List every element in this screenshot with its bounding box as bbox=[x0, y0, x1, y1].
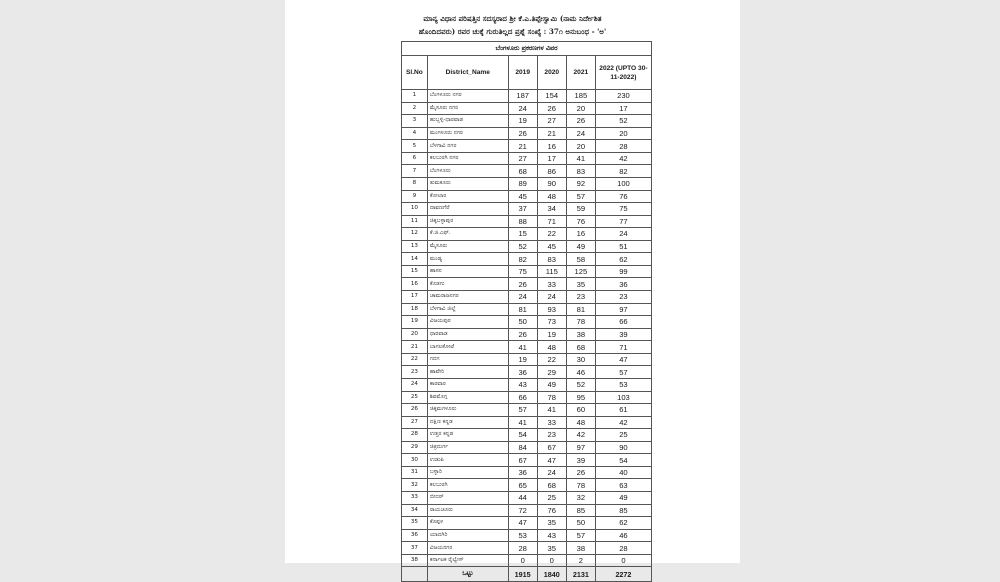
row-2019-value: 75 bbox=[508, 265, 537, 278]
row-2022-value: 24 bbox=[595, 228, 651, 241]
row-slno: 3 bbox=[402, 115, 428, 128]
table-row bbox=[402, 140, 652, 153]
row-district-name: ಕೊಪ್ಪಳ bbox=[427, 517, 508, 530]
row-2020-value: 93 bbox=[537, 303, 566, 316]
row-district-name: ಕಲಬುರಗಿ ನಗರ bbox=[427, 152, 508, 165]
row-slno: 18 bbox=[402, 303, 428, 316]
table-row bbox=[402, 353, 652, 366]
row-2019-value: 68 bbox=[508, 165, 537, 178]
row-2020-value: 49 bbox=[537, 378, 566, 391]
row-2022-value: 40 bbox=[595, 466, 651, 479]
table-row bbox=[402, 316, 652, 329]
row-2020-value: 33 bbox=[537, 278, 566, 291]
row-2019-value: 41 bbox=[508, 341, 537, 354]
row-2020-value: 26 bbox=[537, 102, 566, 115]
table-row bbox=[402, 102, 652, 115]
row-2020-value: 24 bbox=[537, 466, 566, 479]
column-header-district-name: District_Name bbox=[427, 56, 508, 90]
row-2020-value: 47 bbox=[537, 454, 566, 467]
row-2020-value: 76 bbox=[537, 504, 566, 517]
row-2019-value: 26 bbox=[508, 328, 537, 341]
row-2021-value: 38 bbox=[566, 542, 595, 555]
row-2021-value: 46 bbox=[566, 366, 595, 379]
row-district-name: ಕಾರವಾರ bbox=[427, 378, 508, 391]
row-2019-value: 88 bbox=[508, 215, 537, 228]
row-2022-value: 100 bbox=[595, 177, 651, 190]
table-row bbox=[402, 378, 652, 391]
row-2021-value: 26 bbox=[566, 466, 595, 479]
row-2020-value: 23 bbox=[537, 429, 566, 442]
row-2021-value: 26 bbox=[566, 115, 595, 128]
row-2022-value: 97 bbox=[595, 303, 651, 316]
row-2022-value: 62 bbox=[595, 253, 651, 266]
row-2022-value: 53 bbox=[595, 378, 651, 391]
row-2021-value: 78 bbox=[566, 479, 595, 492]
row-2020-value: 67 bbox=[537, 441, 566, 454]
table-row bbox=[402, 441, 652, 454]
row-2020-value: 16 bbox=[537, 140, 566, 153]
row-slno: 13 bbox=[402, 240, 428, 253]
table-total-row bbox=[402, 567, 652, 582]
row-2020-value: 48 bbox=[537, 341, 566, 354]
table-row bbox=[402, 542, 652, 555]
row-2022-value: 17 bbox=[595, 102, 651, 115]
table-row bbox=[402, 529, 652, 542]
table-row bbox=[402, 366, 652, 379]
row-district-name: ಬಳ್ಳಾರಿ bbox=[427, 466, 508, 479]
row-2019-value: 72 bbox=[508, 504, 537, 517]
table-header-row bbox=[402, 56, 652, 90]
row-2020-value: 35 bbox=[537, 517, 566, 530]
row-2020-value: 90 bbox=[537, 177, 566, 190]
row-2021-value: 57 bbox=[566, 190, 595, 203]
row-2021-value: 95 bbox=[566, 391, 595, 404]
row-slno: 25 bbox=[402, 391, 428, 404]
row-slno: 24 bbox=[402, 378, 428, 391]
row-2022-value: 28 bbox=[595, 140, 651, 153]
table-caption: ಬೆಂಗಳೂರು ಪ್ರಕರಣಗಳ ವಿವರ bbox=[402, 42, 652, 56]
row-2021-value: 57 bbox=[566, 529, 595, 542]
row-2022-value: 230 bbox=[595, 90, 651, 103]
row-2020-value: 115 bbox=[537, 265, 566, 278]
document-header-line-2: ಹೊಂದಿದವರು) ರವರ ಚುಕ್ಕೆ ಗುರುತಿಲ್ಲದ ಪ್ರಶ್ನೆ ಸಂಖ್ಯೆ : 37೧ ಅನುಬಂಧ - 'ಅ' bbox=[418, 27, 607, 36]
table-row bbox=[402, 265, 652, 278]
row-slno: 20 bbox=[402, 328, 428, 341]
row-2019-value: 27 bbox=[508, 152, 537, 165]
row-2020-value: 68 bbox=[537, 479, 566, 492]
row-2020-value: 154 bbox=[537, 90, 566, 103]
row-2022-value: 25 bbox=[595, 429, 651, 442]
row-2021-value: 81 bbox=[566, 303, 595, 316]
row-2019-value: 65 bbox=[508, 479, 537, 492]
row-2019-value: 36 bbox=[508, 466, 537, 479]
row-2022-value: 47 bbox=[595, 353, 651, 366]
row-district-name: ಬೆಳಗಾವಿ ಜಿಲ್ಲೆ bbox=[427, 303, 508, 316]
row-2019-value: 21 bbox=[508, 140, 537, 153]
row-2022-value: 75 bbox=[595, 203, 651, 216]
row-district-name: ಮಂಡ್ಯ bbox=[427, 253, 508, 266]
row-2021-value: 76 bbox=[566, 215, 595, 228]
row-2019-value: 0 bbox=[508, 554, 537, 567]
row-2020-value: 34 bbox=[537, 203, 566, 216]
row-2021-value: 78 bbox=[566, 316, 595, 329]
row-district-name: ಮಂಗಳೂರು ನಗರ bbox=[427, 127, 508, 140]
row-2022-value: 76 bbox=[595, 190, 651, 203]
row-2020-value: 25 bbox=[537, 492, 566, 505]
row-slno: 17 bbox=[402, 291, 428, 304]
row-2020-value: 35 bbox=[537, 542, 566, 555]
row-2020-value: 21 bbox=[537, 127, 566, 140]
row-district-name: ಚಿತ್ರದುರ್ಗ bbox=[427, 441, 508, 454]
row-slno: 34 bbox=[402, 504, 428, 517]
row-2019-value: 89 bbox=[508, 177, 537, 190]
row-district-name: ವಿಜಯನಗರ bbox=[427, 542, 508, 555]
row-2022-value: 85 bbox=[595, 504, 651, 517]
table-row bbox=[402, 190, 652, 203]
row-district-name: ರಾಯಚೂರು bbox=[427, 504, 508, 517]
row-2021-value: 2 bbox=[566, 554, 595, 567]
row-2019-value: 19 bbox=[508, 353, 537, 366]
table-row bbox=[402, 165, 652, 178]
row-2019-value: 81 bbox=[508, 303, 537, 316]
row-2022-value: 61 bbox=[595, 404, 651, 417]
row-slno: 6 bbox=[402, 152, 428, 165]
row-2019-value: 43 bbox=[508, 378, 537, 391]
row-2022-value: 42 bbox=[595, 152, 651, 165]
row-slno: 1 bbox=[402, 90, 428, 103]
row-2019-value: 187 bbox=[508, 90, 537, 103]
table-row bbox=[402, 253, 652, 266]
row-district-name: ಬಾಗಲಕೋಟೆ bbox=[427, 341, 508, 354]
row-district-name: ಉತ್ತರ ಕನ್ನಡ bbox=[427, 429, 508, 442]
row-2020-value: 78 bbox=[537, 391, 566, 404]
row-2021-value: 42 bbox=[566, 429, 595, 442]
row-2021-value: 59 bbox=[566, 203, 595, 216]
row-2022-value: 39 bbox=[595, 328, 651, 341]
row-2021-value: 32 bbox=[566, 492, 595, 505]
row-2020-value: 43 bbox=[537, 529, 566, 542]
row-slno: 7 bbox=[402, 165, 428, 178]
row-2019-value: 24 bbox=[508, 102, 537, 115]
row-2021-value: 20 bbox=[566, 140, 595, 153]
row-district-name: ಹಾಸನ bbox=[427, 265, 508, 278]
row-slno: 16 bbox=[402, 278, 428, 291]
row-2022-value: 36 bbox=[595, 278, 651, 291]
table-row bbox=[402, 152, 652, 165]
row-district-name: ಗದಗ bbox=[427, 353, 508, 366]
row-2020-value: 19 bbox=[537, 328, 566, 341]
row-district-name: ದಾವಣಗೆರೆ bbox=[427, 203, 508, 216]
row-2019-value: 15 bbox=[508, 228, 537, 241]
row-2019-value: 28 bbox=[508, 542, 537, 555]
row-2019-value: 24 bbox=[508, 291, 537, 304]
row-2021-value: 68 bbox=[566, 341, 595, 354]
row-slno: 14 bbox=[402, 253, 428, 266]
row-district-name: ಶಿವಮೊಗ್ಗ bbox=[427, 391, 508, 404]
row-district-name: ಚಾಮರಾಜನಗರ bbox=[427, 291, 508, 304]
table-row bbox=[402, 492, 652, 505]
row-2021-value: 50 bbox=[566, 517, 595, 530]
total-2022: 2272 bbox=[595, 567, 651, 582]
row-2019-value: 82 bbox=[508, 253, 537, 266]
row-district-name: ಬೀದರ್ bbox=[427, 492, 508, 505]
table-row bbox=[402, 479, 652, 492]
row-2021-value: 20 bbox=[566, 102, 595, 115]
row-2021-value: 52 bbox=[566, 378, 595, 391]
table-row bbox=[402, 416, 652, 429]
row-2021-value: 185 bbox=[566, 90, 595, 103]
row-2021-value: 83 bbox=[566, 165, 595, 178]
table-row bbox=[402, 127, 652, 140]
row-2021-value: 60 bbox=[566, 404, 595, 417]
row-2022-value: 62 bbox=[595, 517, 651, 530]
row-2020-value: 48 bbox=[537, 190, 566, 203]
table-row bbox=[402, 466, 652, 479]
column-header-slno: Sl.No bbox=[402, 56, 428, 90]
row-2019-value: 53 bbox=[508, 529, 537, 542]
table-row bbox=[402, 517, 652, 530]
row-district-name: ಕಲಬುರಗಿ bbox=[427, 479, 508, 492]
row-2022-value: 90 bbox=[595, 441, 651, 454]
column-header-2020: 2020 bbox=[537, 56, 566, 90]
table-row bbox=[402, 291, 652, 304]
row-2019-value: 26 bbox=[508, 127, 537, 140]
row-slno: 10 bbox=[402, 203, 428, 216]
row-2022-value: 23 bbox=[595, 291, 651, 304]
district-cases-table bbox=[401, 41, 652, 582]
row-2020-value: 0 bbox=[537, 554, 566, 567]
scanned-document-page bbox=[285, 0, 740, 579]
row-2022-value: 66 bbox=[595, 316, 651, 329]
total-2019: 1915 bbox=[508, 567, 537, 582]
row-district-name: ಹಾವೇರಿ bbox=[427, 366, 508, 379]
row-2021-value: 48 bbox=[566, 416, 595, 429]
column-header-2019: 2019 bbox=[508, 56, 537, 90]
row-district-name: ಕೊಡಗು bbox=[427, 278, 508, 291]
table-row bbox=[402, 328, 652, 341]
total-slno-cell bbox=[402, 567, 428, 582]
row-2021-value: 92 bbox=[566, 177, 595, 190]
row-slno: 5 bbox=[402, 140, 428, 153]
row-district-name: ಕರ್ನಾಟಕ ರೈಲ್ವೇಸ್ bbox=[427, 554, 508, 567]
row-district-name: ಮೈಸೂರು bbox=[427, 240, 508, 253]
row-2022-value: 77 bbox=[595, 215, 651, 228]
row-2021-value: 35 bbox=[566, 278, 595, 291]
row-slno: 15 bbox=[402, 265, 428, 278]
row-2022-value: 51 bbox=[595, 240, 651, 253]
row-2021-value: 24 bbox=[566, 127, 595, 140]
row-2019-value: 36 bbox=[508, 366, 537, 379]
row-district-name: ಬೆಂಗಳೂರು bbox=[427, 165, 508, 178]
row-2022-value: 57 bbox=[595, 366, 651, 379]
row-slno: 12 bbox=[402, 228, 428, 241]
row-2019-value: 47 bbox=[508, 517, 537, 530]
row-2021-value: 125 bbox=[566, 265, 595, 278]
table-row bbox=[402, 115, 652, 128]
row-slno: 38 bbox=[402, 554, 428, 567]
row-2022-value: 54 bbox=[595, 454, 651, 467]
column-header-2022: 2022 (UPTO 30-11-2022) bbox=[595, 56, 651, 90]
table-row bbox=[402, 240, 652, 253]
table-row bbox=[402, 303, 652, 316]
table-row bbox=[402, 278, 652, 291]
row-slno: 31 bbox=[402, 466, 428, 479]
row-district-name: ಬೆಳಗಾವಿ ನಗರ bbox=[427, 140, 508, 153]
row-2019-value: 67 bbox=[508, 454, 537, 467]
row-2022-value: 103 bbox=[595, 391, 651, 404]
total-2020: 1840 bbox=[537, 567, 566, 582]
row-district-name: ಕೆ.ಜಿ.ಎಫ್. bbox=[427, 228, 508, 241]
row-slno: 23 bbox=[402, 366, 428, 379]
row-slno: 9 bbox=[402, 190, 428, 203]
row-slno: 28 bbox=[402, 429, 428, 442]
row-2019-value: 44 bbox=[508, 492, 537, 505]
row-district-name: ದಕ್ಷಿಣ ಕನ್ನಡ bbox=[427, 416, 508, 429]
row-2019-value: 66 bbox=[508, 391, 537, 404]
row-district-name: ಹುಬ್ಬಳ್ಳಿ-ಧಾರವಾಡ bbox=[427, 115, 508, 128]
row-2020-value: 22 bbox=[537, 228, 566, 241]
row-district-name: ಮೈಸೂರು ನಗರ bbox=[427, 102, 508, 115]
row-2021-value: 23 bbox=[566, 291, 595, 304]
total-2021: 2131 bbox=[566, 567, 595, 582]
table-row bbox=[402, 177, 652, 190]
row-district-name: ಕೋಲಾರ bbox=[427, 190, 508, 203]
row-2019-value: 37 bbox=[508, 203, 537, 216]
row-slno: 36 bbox=[402, 529, 428, 542]
row-slno: 33 bbox=[402, 492, 428, 505]
row-district-name: ತುಮಕೂರು bbox=[427, 177, 508, 190]
row-2019-value: 84 bbox=[508, 441, 537, 454]
row-2020-value: 45 bbox=[537, 240, 566, 253]
row-2021-value: 41 bbox=[566, 152, 595, 165]
row-2022-value: 0 bbox=[595, 554, 651, 567]
row-2021-value: 38 bbox=[566, 328, 595, 341]
table-row bbox=[402, 429, 652, 442]
row-2022-value: 42 bbox=[595, 416, 651, 429]
row-district-name: ಚಿಕ್ಕಮಗಳೂರು bbox=[427, 404, 508, 417]
row-slno: 32 bbox=[402, 479, 428, 492]
row-2022-value: 46 bbox=[595, 529, 651, 542]
row-2020-value: 29 bbox=[537, 366, 566, 379]
row-district-name: ಚಿಕ್ಕಬಳ್ಳಾಪುರ bbox=[427, 215, 508, 228]
row-2021-value: 58 bbox=[566, 253, 595, 266]
row-slno: 21 bbox=[402, 341, 428, 354]
row-2021-value: 39 bbox=[566, 454, 595, 467]
row-2020-value: 27 bbox=[537, 115, 566, 128]
row-district-name: ಬೆಂಗಳೂರು ನಗರ bbox=[427, 90, 508, 103]
row-2022-value: 82 bbox=[595, 165, 651, 178]
row-district-name: ಯಾದಗಿರಿ bbox=[427, 529, 508, 542]
row-2020-value: 41 bbox=[537, 404, 566, 417]
row-2022-value: 20 bbox=[595, 127, 651, 140]
row-slno: 22 bbox=[402, 353, 428, 366]
row-2022-value: 52 bbox=[595, 115, 651, 128]
row-2020-value: 33 bbox=[537, 416, 566, 429]
row-slno: 30 bbox=[402, 454, 428, 467]
table-caption-row bbox=[402, 42, 652, 56]
row-2022-value: 49 bbox=[595, 492, 651, 505]
total-label: ಒಟ್ಟು bbox=[427, 567, 508, 582]
row-slno: 19 bbox=[402, 316, 428, 329]
row-slno: 26 bbox=[402, 404, 428, 417]
row-2021-value: 85 bbox=[566, 504, 595, 517]
table-row bbox=[402, 341, 652, 354]
table-body bbox=[402, 90, 652, 567]
table-row bbox=[402, 504, 652, 517]
row-2020-value: 22 bbox=[537, 353, 566, 366]
row-2022-value: 71 bbox=[595, 341, 651, 354]
table-row bbox=[402, 404, 652, 417]
row-slno: 37 bbox=[402, 542, 428, 555]
row-2021-value: 30 bbox=[566, 353, 595, 366]
row-slno: 4 bbox=[402, 127, 428, 140]
row-2019-value: 41 bbox=[508, 416, 537, 429]
table-row bbox=[402, 454, 652, 467]
row-slno: 8 bbox=[402, 177, 428, 190]
row-2022-value: 28 bbox=[595, 542, 651, 555]
row-2022-value: 63 bbox=[595, 479, 651, 492]
row-2020-value: 73 bbox=[537, 316, 566, 329]
row-2019-value: 50 bbox=[508, 316, 537, 329]
row-2020-value: 71 bbox=[537, 215, 566, 228]
table-row bbox=[402, 228, 652, 241]
row-slno: 11 bbox=[402, 215, 428, 228]
row-2019-value: 57 bbox=[508, 404, 537, 417]
row-slno: 29 bbox=[402, 441, 428, 454]
table-row bbox=[402, 203, 652, 216]
table-row bbox=[402, 391, 652, 404]
row-2020-value: 83 bbox=[537, 253, 566, 266]
row-2022-value: 99 bbox=[595, 265, 651, 278]
row-2019-value: 54 bbox=[508, 429, 537, 442]
table-row bbox=[402, 554, 652, 567]
row-2019-value: 19 bbox=[508, 115, 537, 128]
row-2021-value: 16 bbox=[566, 228, 595, 241]
row-2021-value: 97 bbox=[566, 441, 595, 454]
row-district-name: ಧಾರವಾಡ bbox=[427, 328, 508, 341]
row-2020-value: 86 bbox=[537, 165, 566, 178]
row-2021-value: 49 bbox=[566, 240, 595, 253]
row-2019-value: 52 bbox=[508, 240, 537, 253]
row-slno: 2 bbox=[402, 102, 428, 115]
row-2020-value: 17 bbox=[537, 152, 566, 165]
row-district-name: ವಿಜಯಪುರ bbox=[427, 316, 508, 329]
row-slno: 27 bbox=[402, 416, 428, 429]
row-2020-value: 24 bbox=[537, 291, 566, 304]
row-2019-value: 45 bbox=[508, 190, 537, 203]
column-header-2021: 2021 bbox=[566, 56, 595, 90]
row-2019-value: 26 bbox=[508, 278, 537, 291]
table-row bbox=[402, 90, 652, 103]
row-slno: 35 bbox=[402, 517, 428, 530]
row-district-name: ಉಡುಪಿ bbox=[427, 454, 508, 467]
document-header-line-1: ಮಾನ್ಯ ವಿಧಾನ ಪರಿಷತ್ತಿನ ಸದಸ್ಯರಾದ ಶ್ರೀ ಕೆ.ಎ.ತಿಪ್ಪೇಸ್ವಾಮಿ (ನಾಮ ನಿರ್ದೇಶಿತ bbox=[423, 14, 602, 23]
table-row bbox=[402, 215, 652, 228]
